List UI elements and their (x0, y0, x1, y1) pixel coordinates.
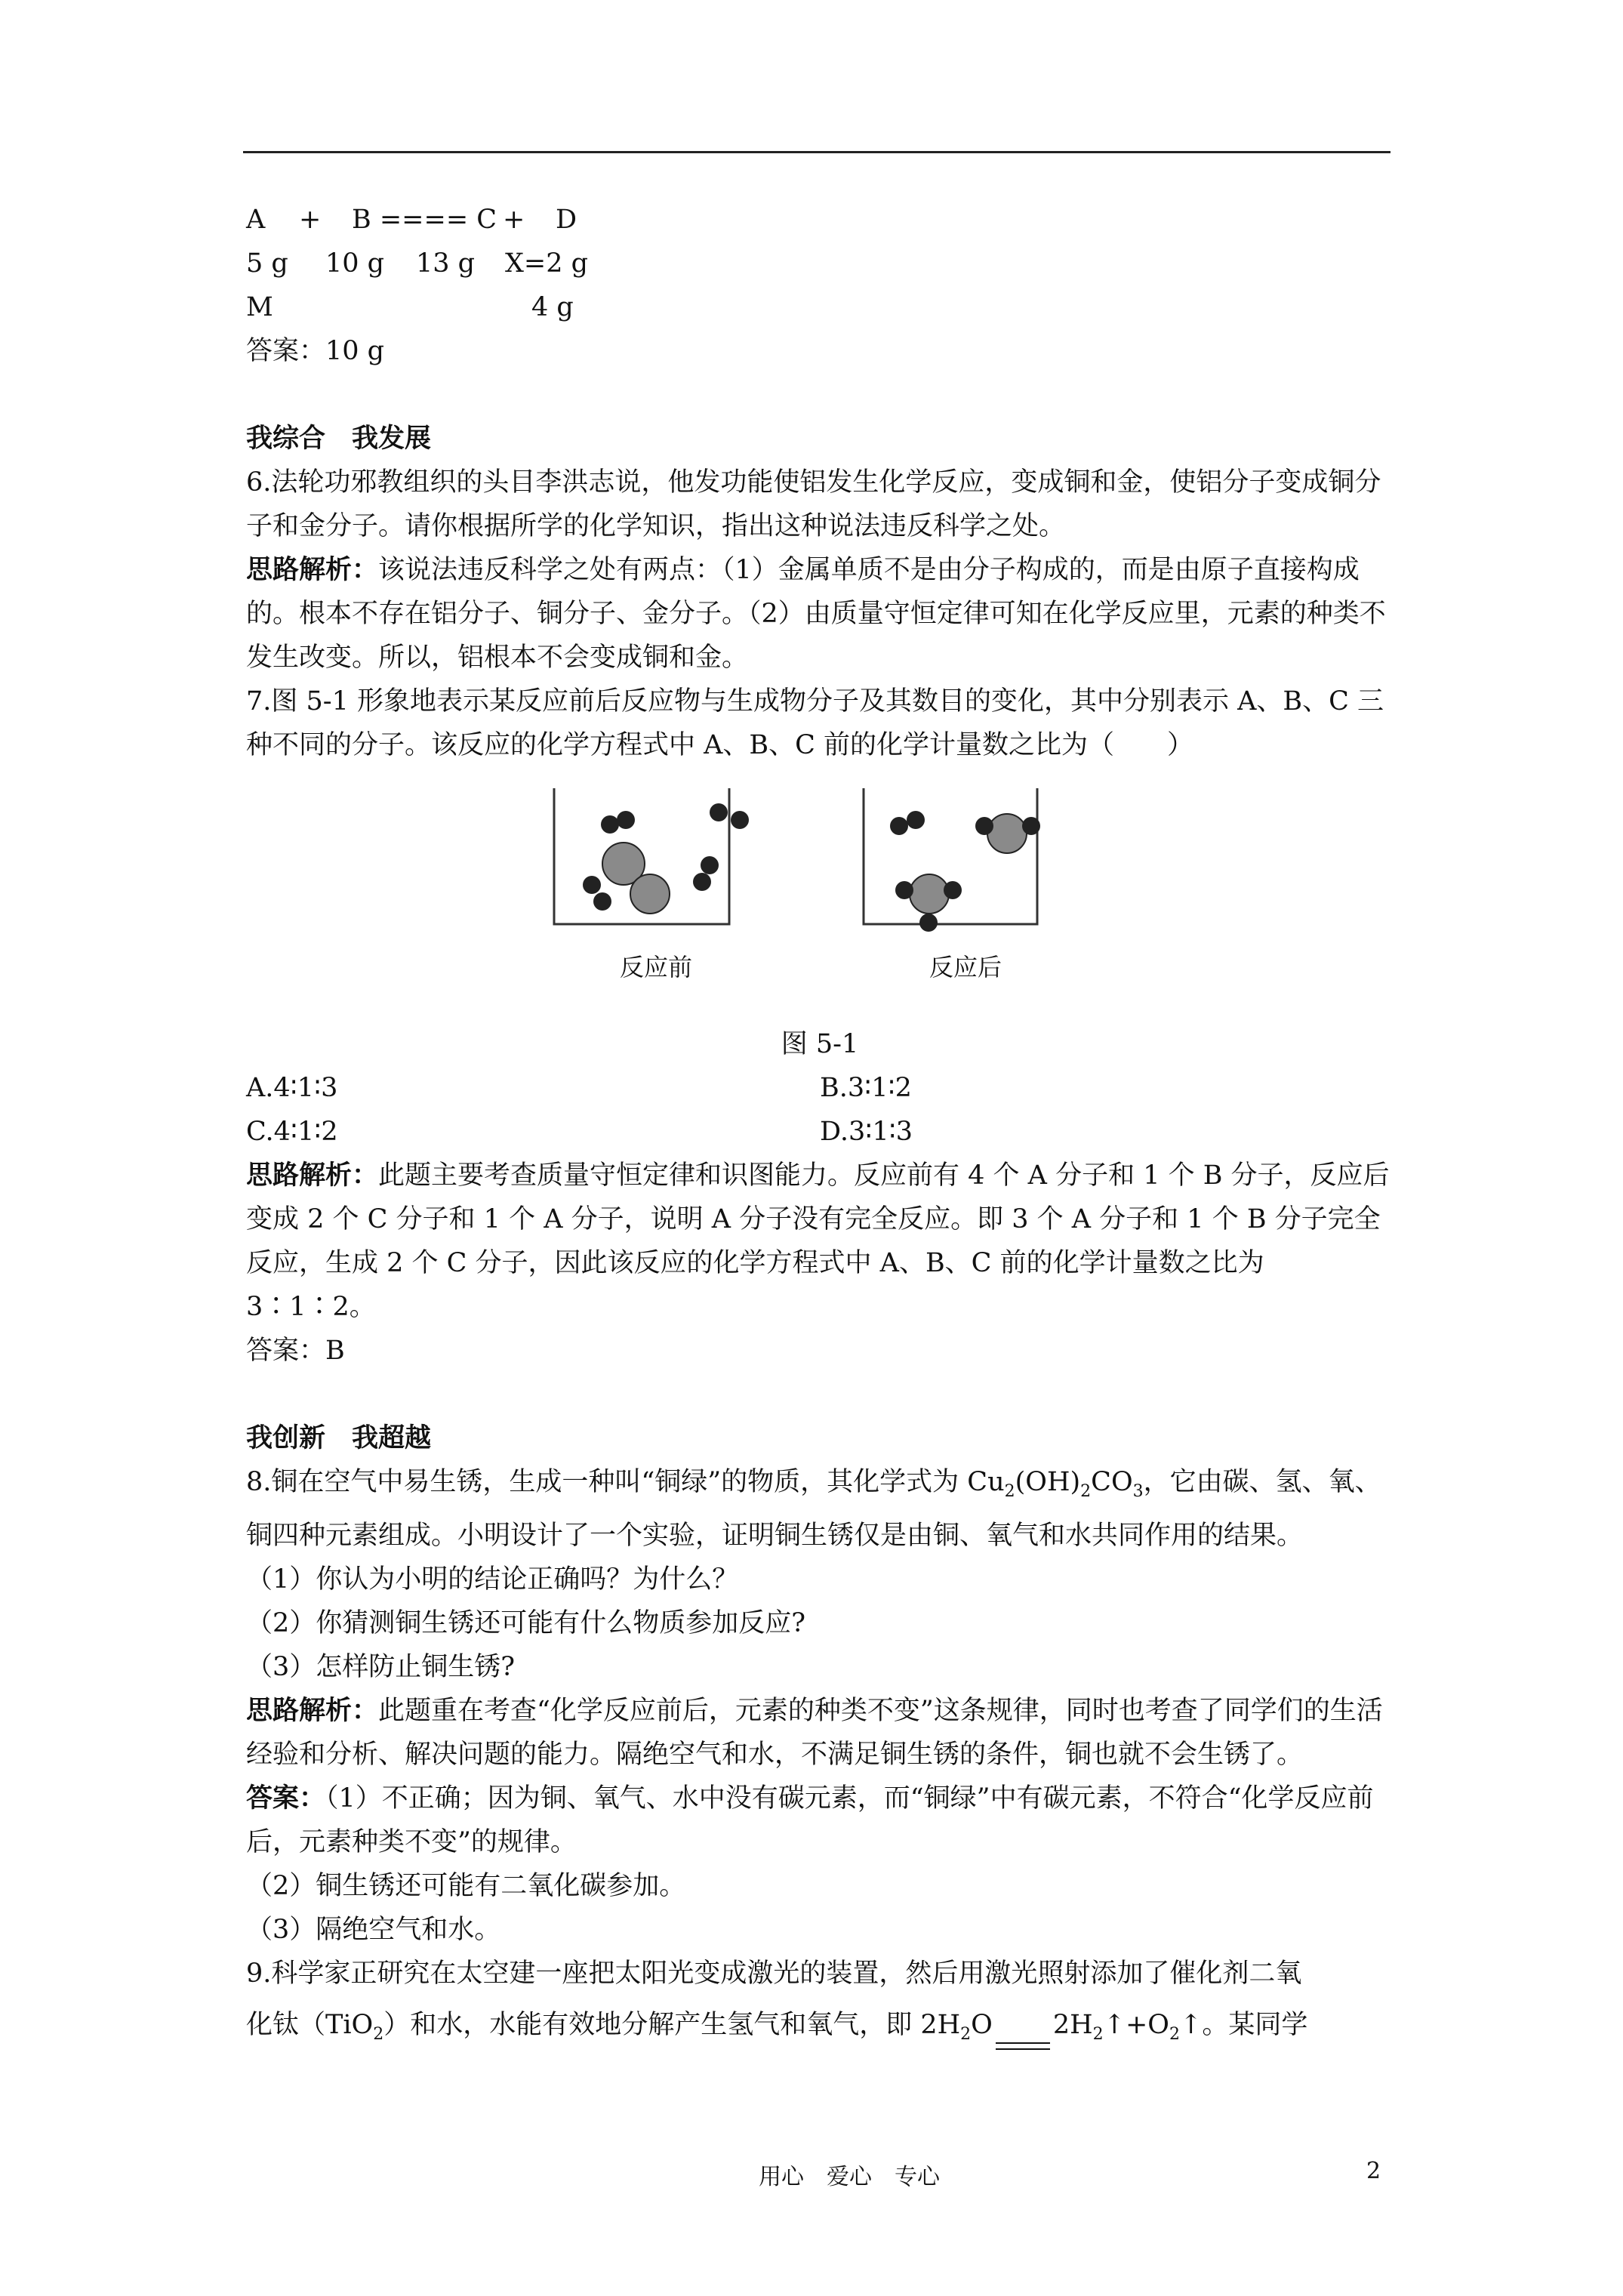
analysis-label: 思路解析： (246, 1160, 379, 1191)
answer-8-1-text: （1）不正确；因为铜、氧气、水中没有碳元素，而“铜绿”中有碳元素，不符合“化学反应前后，元素种类不变”的规律。 (246, 1783, 1374, 1857)
c-atom (975, 817, 993, 835)
option-a: A.4∶1∶3 (246, 1073, 338, 1103)
q8-text: 8.铜在空气中易生锈，生成一种叫“铜绿”的物质，其化学式为 Cu (246, 1467, 1005, 1497)
equation-row-1 (246, 198, 1394, 242)
c-atom (895, 881, 913, 899)
question-8 (246, 1460, 1394, 1558)
analysis-label: 思路解析： (246, 1695, 379, 1726)
option-c: C.4∶1∶2 (246, 1117, 338, 1147)
analysis-8 (246, 1689, 1394, 1777)
q8-sub: 3 (1132, 1482, 1144, 1501)
analysis-7-text: 此题主要考查质量守恒定律和识图能力。反应前有 4 个 A 分子和 1 个 B 分子，反应后变成 2 个 C 分子和 1 个 A 分子，说明 A 分子没有完全反应。即 3 个 A 分子和 1 个 B 分子完全反应，生成 2 个 C 分子，因此该反应的化学方程式中 A、B、C 前的化学计量数之比为 3∶1∶2。 (246, 1160, 1390, 1322)
answer-1: 答案：10 g (246, 336, 385, 366)
q9-sub: 2 (373, 2025, 384, 2044)
q9-text: ↑。某同学 (1180, 2010, 1308, 2040)
answer-8-2: （2）铜生锈还可能有二氧化碳参加。 (246, 1871, 686, 1901)
c-atom (919, 914, 938, 932)
a-atom (701, 856, 719, 874)
question-7: 7.图 5-1 形象地表示某反应前后反应物与生成物分子及其数目的变化，其中分别表示 A、B、C 三种不同的分子。该反应的化学方程式中 A、B、C 前的化学计量数之比为（ ） (246, 686, 1384, 760)
equation-row-2 (246, 242, 1394, 285)
eq-plus-1: + (299, 205, 322, 235)
page-number: 2 (1366, 2158, 1381, 2184)
eq-mass-c: 13 g (416, 248, 476, 279)
question-9-line-1: 9.科学家正研究在太空建一座把太阳光变成激光的装置，然后用激光照射添加了催化剂二氧 (246, 1959, 1302, 1989)
q8-sub: 2 (1004, 1482, 1015, 1501)
figure-label-after: 反应后 (929, 953, 1002, 982)
figure-caption: 图 5-1 (781, 1029, 859, 1059)
b-atom (630, 874, 670, 914)
a-atom (693, 873, 711, 891)
c-center-atom (910, 874, 949, 914)
header-rule (243, 151, 1390, 153)
q8-sub-question-3: （3）怎样防止铜生锈? (246, 1652, 516, 1682)
analysis-6-text: 该说法违反科学之处有两点：（1）金属单质不是由分子构成的，而是由原子直接构成的。根本不存在铝分子、铜分子、金分子。（2）由质量守恒定律可知在化学反应里，元素的种类不发生改变。所以，铝根本不会变成铜和金。 (246, 555, 1386, 673)
section-heading-1: 我综合 我发展 (246, 423, 432, 454)
question-6: 6.法轮功邪教组织的头目李洪志说，他发功能使铝发生化学反应，变成铜和金，使铝分子变成铜分子和金分子。请你根据所学的化学知识，指出这种说法违反科学之处。 (246, 467, 1381, 541)
q9-sub: 2 (960, 2025, 972, 2044)
eq-mass-a: 5 g (246, 248, 288, 279)
a-atom (731, 811, 749, 829)
c-center-atom (987, 814, 1027, 853)
eq-mass-b: 10 g (325, 248, 385, 279)
q9-text: O (971, 2010, 993, 2040)
q8-sub-question-1: （1）你认为小明的结论正确吗？为什么？ (246, 1564, 739, 1595)
q9-text: 化钛（TiO (246, 2010, 374, 2040)
eq-d: D (556, 205, 577, 235)
footer-slogan: 用心 爱心 专心 (759, 2164, 940, 2190)
answer-8-3: （3）隔绝空气和水。 (246, 1915, 501, 1945)
option-d: D.3∶1∶3 (820, 1117, 913, 1147)
a-atom (890, 817, 908, 835)
eq-b-c: B ==== C (352, 205, 497, 235)
eq-a: A (246, 205, 266, 235)
q8-text: (OH) (1015, 1467, 1081, 1497)
q9-sub: 2 (1169, 2025, 1181, 2044)
q8-sub-question-2: （2）你猜测铜生锈还可能有什么物质参加反应? (246, 1608, 806, 1638)
q8-text: ，它由碳、氢、氧、铜四种元素组成。小明设计了一个实验，证明铜生锈仅是由铜、氧气和水共同作用的结果。 (246, 1467, 1381, 1551)
eq-mass-d: X=2 g (505, 248, 589, 279)
answer-label: 答案： (246, 1783, 326, 1814)
c-atom (1022, 817, 1040, 835)
options-row-2 (246, 1110, 1394, 1154)
reaction-diagram (246, 781, 1394, 1022)
a-atom (583, 876, 601, 894)
option-b: B.3∶1∶2 (820, 1073, 912, 1103)
figure-5-1 (246, 781, 1394, 1022)
beaker-after (864, 788, 1037, 924)
analysis-8-text: 此题重在考查“化学反应前后，元素的种类不变”这条规律，同时也考查了同学们的生活经验和分析、解决问题的能力。隔绝空气和水，不满足铜生锈的条件，铜也就不会生锈了。 (246, 1696, 1383, 1770)
analysis-label: 思路解析： (246, 554, 379, 585)
analysis-6 (246, 548, 1394, 680)
c-atom (944, 881, 962, 899)
section-heading-2: 我创新 我超越 (246, 1422, 432, 1453)
q8-text: CO (1091, 1467, 1133, 1497)
figure-label-before: 反应前 (620, 953, 693, 982)
q9-text: ）和水，水能有效地分解产生氢气和氧气，即 2H (383, 2010, 961, 2040)
question-9-line-2 (246, 2003, 1394, 2057)
a-atom (710, 803, 728, 821)
a-atom (601, 815, 619, 834)
eq-plus-2: + (503, 205, 525, 235)
answer-8-1 (246, 1777, 1394, 1864)
q9-sub: 2 (1092, 2025, 1104, 2044)
page-content (246, 198, 1394, 2057)
equation-sign (993, 2003, 1053, 2047)
a-atom (907, 811, 925, 829)
a-atom (593, 892, 611, 911)
eq-4g: 4 g (531, 292, 574, 322)
eq-m: M (246, 292, 273, 322)
q9-text: ↑+O (1103, 2010, 1170, 2040)
q8-sub: 2 (1080, 1482, 1092, 1501)
a-atom (617, 811, 635, 829)
equation-row-3 (246, 285, 1394, 329)
analysis-7 (246, 1154, 1394, 1329)
options-row-1 (246, 1066, 1394, 1110)
q9-text: 2H (1052, 2010, 1093, 2040)
answer-7: 答案：B (246, 1336, 345, 1366)
